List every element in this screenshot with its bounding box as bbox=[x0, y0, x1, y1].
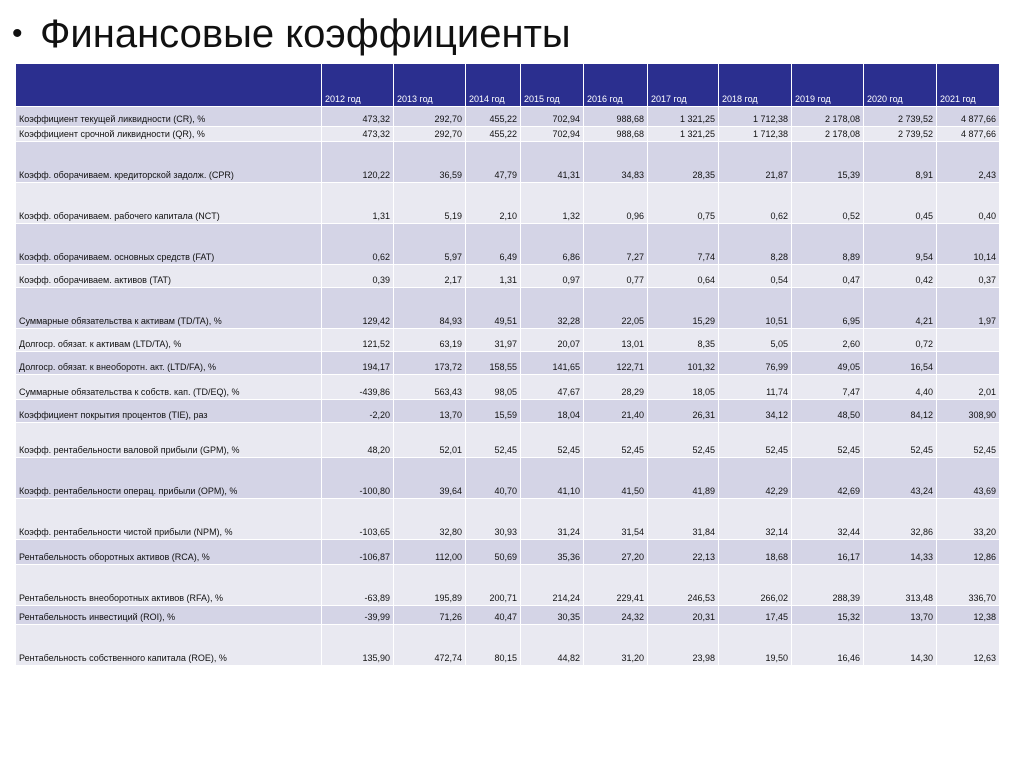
value-cell: 563,43 bbox=[394, 375, 466, 400]
value-cell: -39,99 bbox=[322, 606, 394, 625]
ratios-table bbox=[15, 63, 1000, 666]
value-cell: 0,54 bbox=[719, 265, 792, 288]
indicator-name-cell: Коэфф. оборачиваем. кредиторской задолж. (CPR) bbox=[16, 142, 322, 183]
value-cell: 6,86 bbox=[521, 224, 584, 265]
value-cell: 229,41 bbox=[584, 565, 648, 606]
table-row bbox=[16, 142, 1000, 183]
value-cell: 0,62 bbox=[719, 183, 792, 224]
header-year: 2014 год bbox=[466, 64, 521, 107]
value-cell: 52,45 bbox=[648, 423, 719, 458]
value-cell: 12,86 bbox=[937, 540, 1000, 565]
value-cell: 122,71 bbox=[584, 352, 648, 375]
indicator-name-cell: Коэфф. рентабельности чистой прибыли (NPM), % bbox=[16, 499, 322, 540]
value-cell bbox=[937, 352, 1000, 375]
value-cell: 28,35 bbox=[648, 142, 719, 183]
value-cell: 52,01 bbox=[394, 423, 466, 458]
indicator-name-cell: Рентабельность внеоборотных активов (RFA), % bbox=[16, 565, 322, 606]
value-cell: 22,05 bbox=[584, 288, 648, 329]
value-cell: 5,19 bbox=[394, 183, 466, 224]
header-indicator-cell bbox=[16, 64, 322, 107]
value-cell: 9,54 bbox=[864, 224, 937, 265]
table-row bbox=[16, 288, 1000, 329]
value-cell: 8,91 bbox=[864, 142, 937, 183]
value-cell: 42,69 bbox=[792, 458, 864, 499]
value-cell: 0,52 bbox=[792, 183, 864, 224]
value-cell: 292,70 bbox=[394, 127, 466, 142]
value-cell: 473,32 bbox=[322, 107, 394, 127]
value-cell: 52,45 bbox=[719, 423, 792, 458]
value-cell: 288,39 bbox=[792, 565, 864, 606]
table-row bbox=[16, 499, 1000, 540]
value-cell: 472,74 bbox=[394, 625, 466, 666]
value-cell: 173,72 bbox=[394, 352, 466, 375]
value-cell: 200,71 bbox=[466, 565, 521, 606]
value-cell: 0,45 bbox=[864, 183, 937, 224]
value-cell: 0,72 bbox=[864, 329, 937, 352]
value-cell: 2 178,08 bbox=[792, 127, 864, 142]
value-cell: 0,64 bbox=[648, 265, 719, 288]
value-cell: 19,50 bbox=[719, 625, 792, 666]
value-cell: 31,20 bbox=[584, 625, 648, 666]
value-cell: 32,86 bbox=[864, 499, 937, 540]
value-cell: 16,17 bbox=[792, 540, 864, 565]
value-cell: 195,89 bbox=[394, 565, 466, 606]
value-cell: 1,97 bbox=[937, 288, 1000, 329]
value-cell: 63,19 bbox=[394, 329, 466, 352]
table-row bbox=[16, 183, 1000, 224]
value-cell: 0,96 bbox=[584, 183, 648, 224]
value-cell: 0,39 bbox=[322, 265, 394, 288]
indicator-name-cell: Рентабельность оборотных активов (RCA), % bbox=[16, 540, 322, 565]
value-cell: 4,21 bbox=[864, 288, 937, 329]
value-cell: 0,37 bbox=[937, 265, 1000, 288]
value-cell: 2,60 bbox=[792, 329, 864, 352]
value-cell: 120,22 bbox=[322, 142, 394, 183]
table-row bbox=[16, 375, 1000, 400]
value-cell: 18,05 bbox=[648, 375, 719, 400]
value-cell: 24,32 bbox=[584, 606, 648, 625]
table-row bbox=[16, 329, 1000, 352]
value-cell: 16,46 bbox=[792, 625, 864, 666]
value-cell: 12,63 bbox=[937, 625, 1000, 666]
value-cell: 34,12 bbox=[719, 400, 792, 423]
value-cell: 47,67 bbox=[521, 375, 584, 400]
value-cell: 1,32 bbox=[521, 183, 584, 224]
value-cell: 112,00 bbox=[394, 540, 466, 565]
table-row bbox=[16, 400, 1000, 423]
indicator-name-cell: Коэффициент покрытия процентов (TIE), раз bbox=[16, 400, 322, 423]
value-cell: 5,05 bbox=[719, 329, 792, 352]
value-cell: 27,20 bbox=[584, 540, 648, 565]
indicator-name-cell: Коэффициент текущей ликвидности (CR), % bbox=[16, 107, 322, 127]
value-cell: 7,27 bbox=[584, 224, 648, 265]
table-row bbox=[16, 625, 1000, 666]
table-row bbox=[16, 565, 1000, 606]
value-cell: 8,28 bbox=[719, 224, 792, 265]
value-cell: 48,20 bbox=[322, 423, 394, 458]
value-cell: 2,10 bbox=[466, 183, 521, 224]
value-cell: -2,20 bbox=[322, 400, 394, 423]
indicator-name-cell: Коэфф. оборачиваем. активов (TAT) bbox=[16, 265, 322, 288]
value-cell: 1 321,25 bbox=[648, 127, 719, 142]
value-cell: 35,36 bbox=[521, 540, 584, 565]
value-cell: 141,65 bbox=[521, 352, 584, 375]
value-cell: 40,70 bbox=[466, 458, 521, 499]
value-cell: 36,59 bbox=[394, 142, 466, 183]
value-cell: 13,70 bbox=[864, 606, 937, 625]
value-cell: 10,51 bbox=[719, 288, 792, 329]
value-cell: 52,45 bbox=[521, 423, 584, 458]
value-cell: 32,80 bbox=[394, 499, 466, 540]
value-cell: 5,97 bbox=[394, 224, 466, 265]
table-row bbox=[16, 352, 1000, 375]
table-row bbox=[16, 265, 1000, 288]
value-cell: 0,47 bbox=[792, 265, 864, 288]
bullet-icon: • bbox=[12, 17, 23, 50]
value-cell: 15,39 bbox=[792, 142, 864, 183]
value-cell: 266,02 bbox=[719, 565, 792, 606]
value-cell: 2,17 bbox=[394, 265, 466, 288]
value-cell: 194,17 bbox=[322, 352, 394, 375]
value-cell: 0,97 bbox=[521, 265, 584, 288]
value-cell: 41,89 bbox=[648, 458, 719, 499]
value-cell: 14,33 bbox=[864, 540, 937, 565]
value-cell: 214,24 bbox=[521, 565, 584, 606]
value-cell: 18,68 bbox=[719, 540, 792, 565]
value-cell: 20,31 bbox=[648, 606, 719, 625]
value-cell: 17,45 bbox=[719, 606, 792, 625]
value-cell: 52,45 bbox=[937, 423, 1000, 458]
value-cell: 33,20 bbox=[937, 499, 1000, 540]
value-cell: 0,40 bbox=[937, 183, 1000, 224]
value-cell: 50,69 bbox=[466, 540, 521, 565]
value-cell: 455,22 bbox=[466, 107, 521, 127]
value-cell: 30,93 bbox=[466, 499, 521, 540]
table-row bbox=[16, 107, 1000, 127]
value-cell: 2 178,08 bbox=[792, 107, 864, 127]
value-cell: 80,15 bbox=[466, 625, 521, 666]
value-cell: 48,50 bbox=[792, 400, 864, 423]
value-cell: 41,50 bbox=[584, 458, 648, 499]
value-cell: 47,79 bbox=[466, 142, 521, 183]
header-year: 2021 год bbox=[937, 64, 1000, 107]
value-cell: 20,07 bbox=[521, 329, 584, 352]
value-cell: 98,05 bbox=[466, 375, 521, 400]
header-year: 2016 год bbox=[584, 64, 648, 107]
indicator-name-cell: Коэффициент срочной ликвидности (QR), % bbox=[16, 127, 322, 142]
value-cell: 49,51 bbox=[466, 288, 521, 329]
value-cell: 988,68 bbox=[584, 107, 648, 127]
value-cell: 39,64 bbox=[394, 458, 466, 499]
value-cell: 12,38 bbox=[937, 606, 1000, 625]
value-cell: 49,05 bbox=[792, 352, 864, 375]
value-cell: -439,86 bbox=[322, 375, 394, 400]
value-cell: 30,35 bbox=[521, 606, 584, 625]
value-cell: 313,48 bbox=[864, 565, 937, 606]
indicator-name-cell: Коэфф. рентабельности операц. прибыли (OPM), % bbox=[16, 458, 322, 499]
value-cell: 43,24 bbox=[864, 458, 937, 499]
value-cell: 7,74 bbox=[648, 224, 719, 265]
value-cell: 76,99 bbox=[719, 352, 792, 375]
header-year: 2015 год bbox=[521, 64, 584, 107]
indicator-name-cell: Коэфф. оборачиваем. основных средств (FAT) bbox=[16, 224, 322, 265]
value-cell: 28,29 bbox=[584, 375, 648, 400]
value-cell: 101,32 bbox=[648, 352, 719, 375]
value-cell: 0,77 bbox=[584, 265, 648, 288]
table-row bbox=[16, 127, 1000, 142]
value-cell: 22,13 bbox=[648, 540, 719, 565]
value-cell: 1 712,38 bbox=[719, 127, 792, 142]
value-cell: 336,70 bbox=[937, 565, 1000, 606]
value-cell: 4 877,66 bbox=[937, 107, 1000, 127]
value-cell: 34,83 bbox=[584, 142, 648, 183]
value-cell: 702,94 bbox=[521, 107, 584, 127]
value-cell: 7,47 bbox=[792, 375, 864, 400]
value-cell: -106,87 bbox=[322, 540, 394, 565]
value-cell: 11,74 bbox=[719, 375, 792, 400]
value-cell: 44,82 bbox=[521, 625, 584, 666]
value-cell: 2,01 bbox=[937, 375, 1000, 400]
table-header-row bbox=[16, 64, 1000, 107]
value-cell: 32,28 bbox=[521, 288, 584, 329]
indicator-name-cell: Суммарные обязательства к активам (TD/TA), % bbox=[16, 288, 322, 329]
table-row bbox=[16, 423, 1000, 458]
value-cell: 52,45 bbox=[466, 423, 521, 458]
value-cell: 42,29 bbox=[719, 458, 792, 499]
slide-title: Финансовые коэффициенты bbox=[40, 11, 571, 56]
header-year: 2019 год bbox=[792, 64, 864, 107]
value-cell: 292,70 bbox=[394, 107, 466, 127]
value-cell: -100,80 bbox=[322, 458, 394, 499]
indicator-name-cell: Коэфф. оборачиваем. рабочего капитала (NCT) bbox=[16, 183, 322, 224]
value-cell: 135,90 bbox=[322, 625, 394, 666]
value-cell: 52,45 bbox=[584, 423, 648, 458]
value-cell: 2,43 bbox=[937, 142, 1000, 183]
header-year: 2013 год bbox=[394, 64, 466, 107]
value-cell: 15,29 bbox=[648, 288, 719, 329]
value-cell: 21,40 bbox=[584, 400, 648, 423]
value-cell: 8,35 bbox=[648, 329, 719, 352]
value-cell: 52,45 bbox=[864, 423, 937, 458]
value-cell: 10,14 bbox=[937, 224, 1000, 265]
header-year: 2012 год bbox=[322, 64, 394, 107]
value-cell: 2 739,52 bbox=[864, 107, 937, 127]
header-year: 2017 год bbox=[648, 64, 719, 107]
header-year: 2018 год bbox=[719, 64, 792, 107]
value-cell: 129,42 bbox=[322, 288, 394, 329]
value-cell: 43,69 bbox=[937, 458, 1000, 499]
value-cell: 8,89 bbox=[792, 224, 864, 265]
value-cell: 41,10 bbox=[521, 458, 584, 499]
value-cell: 52,45 bbox=[792, 423, 864, 458]
table-row bbox=[16, 606, 1000, 625]
table-row bbox=[16, 224, 1000, 265]
value-cell: 31,24 bbox=[521, 499, 584, 540]
value-cell: 15,59 bbox=[466, 400, 521, 423]
value-cell: 32,44 bbox=[792, 499, 864, 540]
value-cell: 26,31 bbox=[648, 400, 719, 423]
value-cell: 121,52 bbox=[322, 329, 394, 352]
table-row bbox=[16, 540, 1000, 565]
value-cell: 1 321,25 bbox=[648, 107, 719, 127]
value-cell: 1,31 bbox=[466, 265, 521, 288]
value-cell: 15,32 bbox=[792, 606, 864, 625]
value-cell: 41,31 bbox=[521, 142, 584, 183]
value-cell: 308,90 bbox=[937, 400, 1000, 423]
value-cell: 31,54 bbox=[584, 499, 648, 540]
indicator-name-cell: Рентабельность собственного капитала (ROE), % bbox=[16, 625, 322, 666]
value-cell: 13,70 bbox=[394, 400, 466, 423]
value-cell: 702,94 bbox=[521, 127, 584, 142]
value-cell: 473,32 bbox=[322, 127, 394, 142]
value-cell: 13,01 bbox=[584, 329, 648, 352]
value-cell: 84,93 bbox=[394, 288, 466, 329]
indicator-name-cell: Суммарные обязательства к собств. кап. (TD/EQ), % bbox=[16, 375, 322, 400]
value-cell: 2 739,52 bbox=[864, 127, 937, 142]
value-cell: 21,87 bbox=[719, 142, 792, 183]
value-cell: 246,53 bbox=[648, 565, 719, 606]
header-year: 2020 год bbox=[864, 64, 937, 107]
value-cell: 40,47 bbox=[466, 606, 521, 625]
value-cell: 0,42 bbox=[864, 265, 937, 288]
slide-title-block bbox=[12, 8, 571, 60]
value-cell: 158,55 bbox=[466, 352, 521, 375]
value-cell: 1,31 bbox=[322, 183, 394, 224]
value-cell: 988,68 bbox=[584, 127, 648, 142]
value-cell: 23,98 bbox=[648, 625, 719, 666]
value-cell: -103,65 bbox=[322, 499, 394, 540]
value-cell: 14,30 bbox=[864, 625, 937, 666]
value-cell: 455,22 bbox=[466, 127, 521, 142]
indicator-name-cell: Долгоср. обязат. к активам (LTD/TA), % bbox=[16, 329, 322, 352]
value-cell: 6,95 bbox=[792, 288, 864, 329]
value-cell: 16,54 bbox=[864, 352, 937, 375]
value-cell: 6,49 bbox=[466, 224, 521, 265]
value-cell bbox=[937, 329, 1000, 352]
value-cell: 0,75 bbox=[648, 183, 719, 224]
indicator-name-cell: Рентабельность инвестиций (ROI), % bbox=[16, 606, 322, 625]
value-cell: 1 712,38 bbox=[719, 107, 792, 127]
value-cell: 32,14 bbox=[719, 499, 792, 540]
value-cell: 4 877,66 bbox=[937, 127, 1000, 142]
value-cell: 18,04 bbox=[521, 400, 584, 423]
indicator-name-cell: Коэфф. рентабельности валовой прибыли (GPM), % bbox=[16, 423, 322, 458]
value-cell: -63,89 bbox=[322, 565, 394, 606]
table-row bbox=[16, 458, 1000, 499]
indicator-name-cell: Долгоср. обязат. к внеоборотн. акт. (LTD/FA), % bbox=[16, 352, 322, 375]
value-cell: 31,97 bbox=[466, 329, 521, 352]
value-cell: 71,26 bbox=[394, 606, 466, 625]
table-body bbox=[16, 107, 1000, 666]
value-cell: 31,84 bbox=[648, 499, 719, 540]
value-cell: 4,40 bbox=[864, 375, 937, 400]
value-cell: 0,62 bbox=[322, 224, 394, 265]
value-cell: 84,12 bbox=[864, 400, 937, 423]
